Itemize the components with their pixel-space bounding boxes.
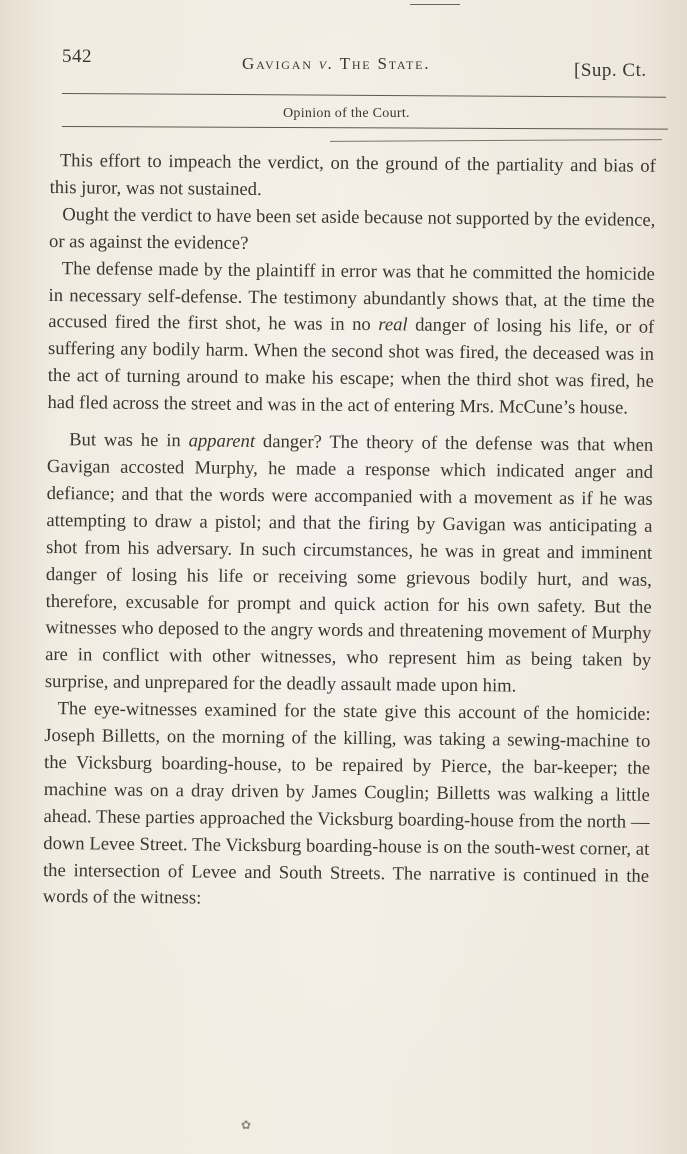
paragraph-text: Ought the verdict to have been set aside because not supported by the evidence, or as against the evidence? (49, 203, 656, 254)
paragraph-text: danger of losing his life, or of suffering any bodily harm. When the second shot was fired, the deceased was in the act of turning around to make his escape; when the third shot was fired, he had fled across the street and was in the act of entering Mrs. McCune’s house. (47, 314, 655, 419)
section-subheading: Opinion of the Court. (283, 106, 410, 121)
running-header (62, 44, 672, 84)
paragraph-5 (43, 696, 651, 917)
paragraph-text: The defense made by the plaintiff in error was that he committed the homicide in necessary self-defense. The testimony abundantly shows that, at the time the accused fired the first shot, he was in no (48, 257, 655, 336)
paragraph-text: danger? The theory of the defense was that when Gavigan accosted Murphy, he made a response which indicated anger and defiance; and that the words were accompanied with a movement as if he was attempting to draw a pistol; and that the firing by Gavigan was anticipating a shot from his adversary. In such circumstances, he was in great and imminent danger of losing his life or receiving some grievous bodily hurt, and was, therefore, excusable for prompt and quick action for his own safety. But the witnesses who deposed to the angry words and threatening movement of Murphy are in conflict with other witnesses, who represent him as being taken by surprise, and unprepared for the deadly assault made upon him. (44, 431, 654, 697)
italic-emphasis: real (378, 314, 408, 336)
page-number: 542 (62, 46, 92, 67)
paragraph-text: But was he in (69, 429, 189, 452)
paragraph-text: The eye-witnesses examined for the state give this account of the homicide: Joseph Billetts, on the morning of the killing, was taking a sewing-machine to the Vicksburg boarding-house, to be repaired by Pierce, the bar-keeper; the machine was on a dray driven by James Couglin; Billetts was walking a little ahead. These parties approached the Vicksburg boarding-house from the north — down Levee Street. The Vicksburg boarding-house is on the south-west corner, at the intersection of Levee and South Streets. The narrative is continued in the words of the witness: (42, 698, 651, 909)
running-title-right: The State. (333, 54, 431, 73)
top-edge-rule (410, 4, 460, 5)
paragraph-text: This effort to impeach the verdict, on the ground of the partiality and bias of this juror, was not sustained. (49, 150, 656, 200)
subheading-rule-secondary (330, 139, 662, 142)
court-label: [Sup. Ct. (574, 60, 647, 81)
running-title (242, 54, 430, 74)
ink-blot-icon: ✿ (241, 1118, 252, 1132)
paragraph-3 (47, 256, 655, 423)
running-title-versus: v. (318, 54, 334, 73)
opinion-text (43, 148, 656, 917)
paragraph-2 (49, 202, 655, 262)
subheading-rule (62, 126, 668, 130)
italic-emphasis: apparent (188, 430, 256, 453)
paragraph-1 (49, 148, 655, 208)
running-title-left: Gavigan (242, 54, 319, 73)
paragraph-4 (45, 427, 654, 702)
header-rule (62, 93, 666, 98)
